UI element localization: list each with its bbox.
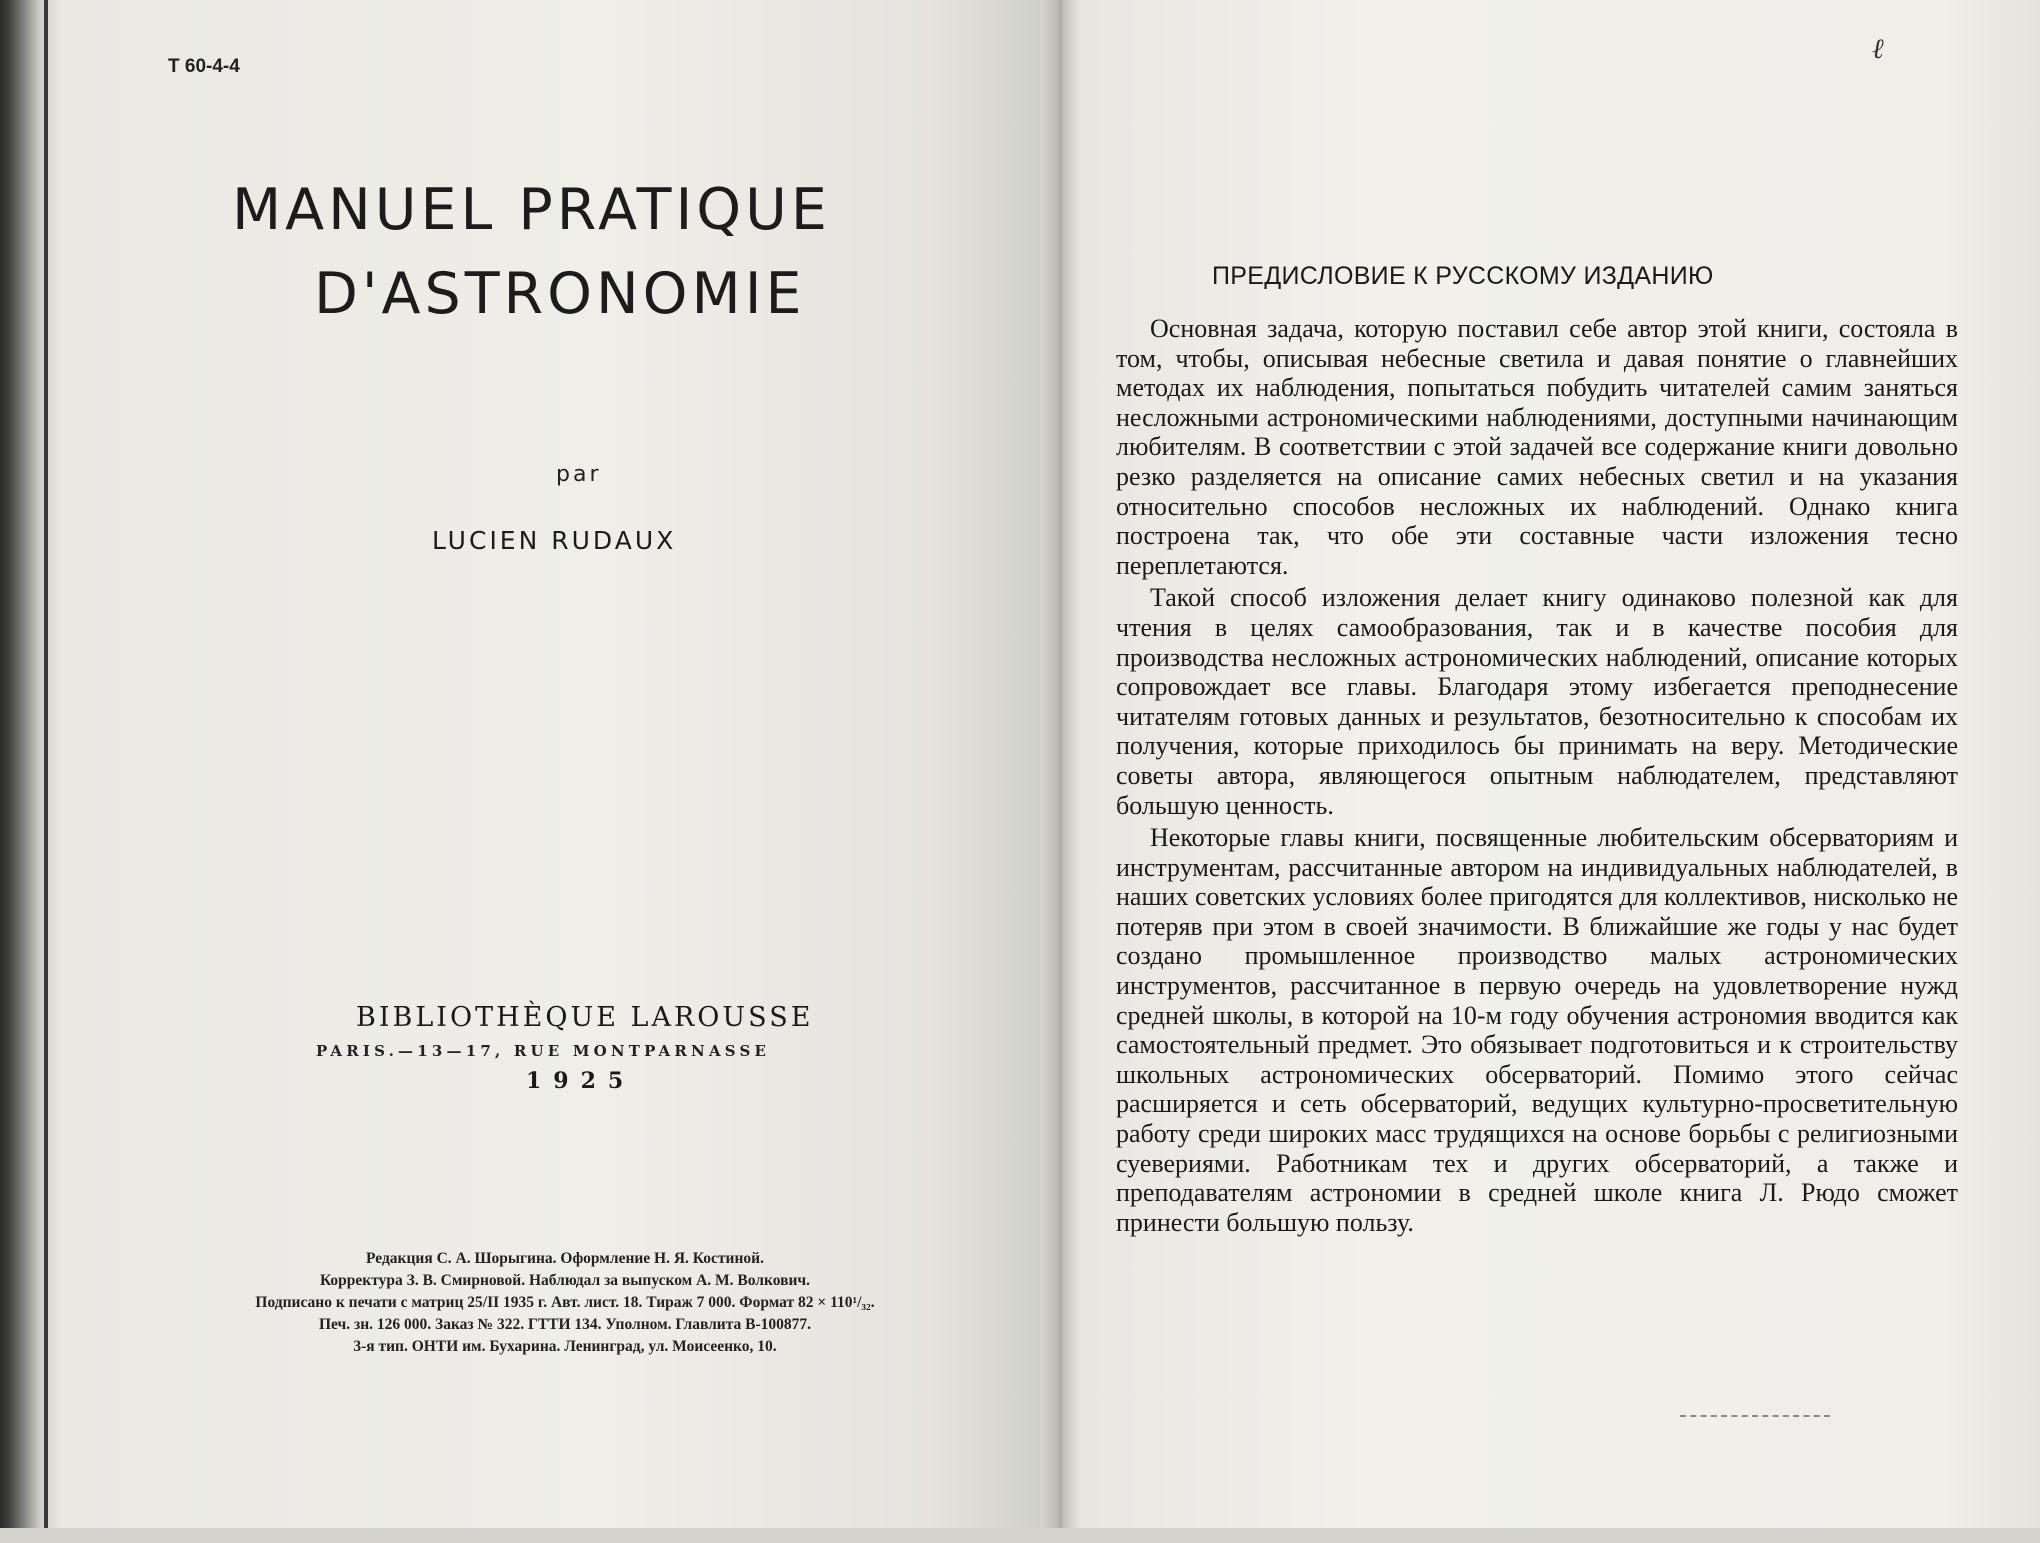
book-gutter xyxy=(1040,0,1080,1543)
imprint-line: Печ. зн. 126 000. Заказ № 322. ГТТИ 134. Уполном. Главлита В-100877. xyxy=(318,1316,812,1333)
publisher-name: BIBLIOTHÈQUE LAROUSSE xyxy=(356,1002,814,1033)
handwritten-mark: ℓ xyxy=(1872,34,1884,65)
publication-year: 1925 xyxy=(526,1068,636,1094)
preface-paragraph: Такой способ изложения делает книгу одинаково полезной как для чтения в целях самообразования, так и в качестве пособия для производства несложных астрономических наблюдений, описание которых сопровождает все главы. Благодаря этому избегается преподнесение читателям готовых данных и результатов, безотносительно к способам их получения, которые приходилось бы принимать на веру. Методические советы автора, являющегося опытным наблюдателем, представляют большую ценность. xyxy=(1116,583,1958,820)
pencil-dash xyxy=(1680,1415,1830,1419)
preface-paragraph: Основная задача, которую поставил себе автор этой книги, состояла в том, чтобы, описывая небесные светила и давая понятие о главнейших методах их наблюдения, попытаться побудить читателей самим заняться несложными астрономическими наблюдениями, доступными начинающим любителям. В соответствии с этой задачей все содержание книги довольно резко разделяется на описание самих небесных светил и на указания относительно способов несложных их наблюдений. Однако книга построена так, что обе эти составные части изложения тесно переплетаются. xyxy=(1116,314,1958,580)
title-line-2: D'ASTRONOMIE xyxy=(314,261,806,327)
imprint-block xyxy=(120,1248,1010,1358)
imprint-line: Корректура З. В. Смирновой. Наблюдал за выпуском А. М. Волкович. xyxy=(319,1272,811,1289)
preface-heading: ПРЕДИСЛОВИЕ К РУССКОМУ ИЗДАНИЮ xyxy=(1212,262,1714,290)
catalog-code: Т 60-4-4 xyxy=(168,56,240,77)
book-title xyxy=(232,168,932,336)
preface-paragraph: Некоторые главы книги, посвященные любительским обсерваториям и инструментам, рассчитанные автором на индивидуальных наблюдателей, в наших советских условиях более пригодятся для коллективов, нисколько не потеряв при этом в своей значимости. В ближайшие же годы у нас будет создано промышленное производство малых астрономических инструментов, рассчитанное в первую очередь на удовлетворение нужд средней школы, в которой на 10-м году обучения астрономия вводится как самостоятельный предмет. Это обязывает подготовиться и к строительству школьных астрономических обсерваторий. Помимо этого сейчас расширяется и сеть обсерваторий, ведущих культурно-просветительную работу среди широких масс трудящихся на основе борьбы с религиозными суевериями. Работникам тех и других обсерваторий, а также и преподавателям астрономии в средней школе книга Л. Рюдо сможет принести большую пользу. xyxy=(1116,823,1958,1237)
imprint-line: Редакция С. А. Шорыгина. Оформление Н. Я. Костиной. xyxy=(366,1250,764,1267)
by-label: par xyxy=(556,462,602,487)
bottom-edge xyxy=(0,1528,2040,1543)
author-name: LUCIEN RUDAUX xyxy=(432,526,677,555)
publisher-address: PARIS.—13—17, RUE MONTPARNASSE xyxy=(316,1042,771,1060)
preface-body xyxy=(1116,314,1958,1240)
title-line-1: MANUEL PRATIQUE xyxy=(232,177,831,243)
imprint-line: 3-я тип. ОНТИ им. Бухарина. Ленинград, ул. Моисеенко, 10. xyxy=(353,1338,777,1355)
imprint-line: Подписано к печати с матриц 25/II 1935 г. Авт. лист. 18. Тираж 7 000. Формат 82 × 110¹/₃₂. xyxy=(255,1294,875,1311)
book-edge xyxy=(0,0,60,1543)
